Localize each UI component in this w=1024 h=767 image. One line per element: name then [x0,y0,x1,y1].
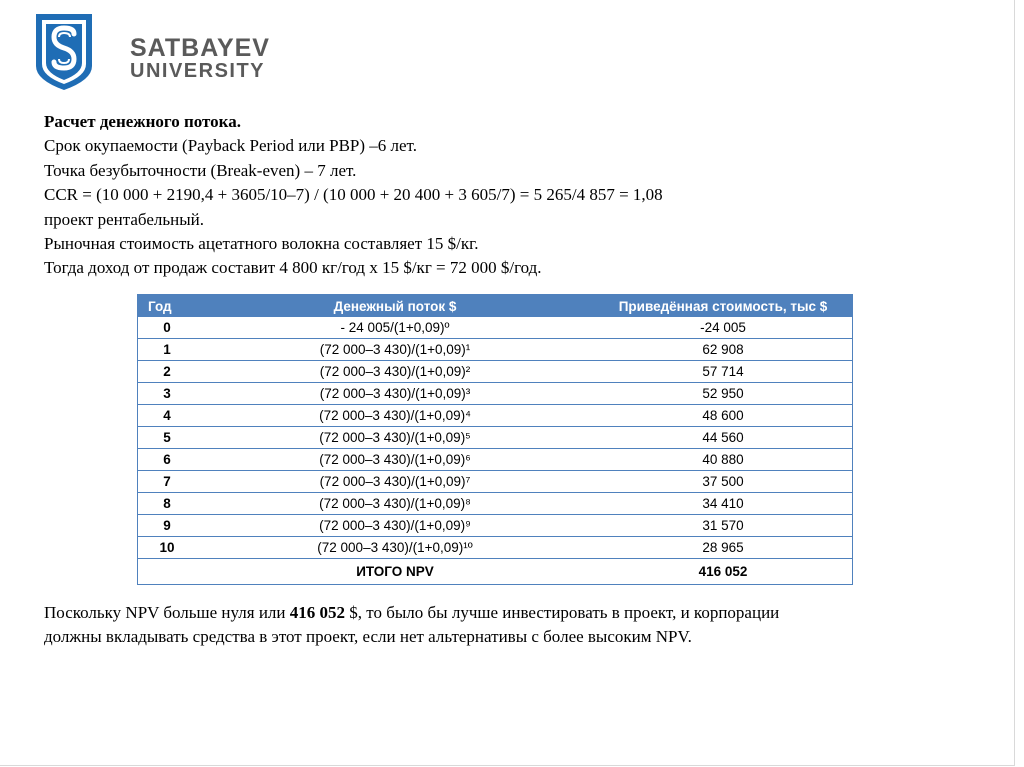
year-cell: 1 [138,339,197,361]
present-value-cell: 31 570 [594,515,853,537]
intro-line: Рыночная стоимость ацетатного волокна составляет 15 $/кг. [44,234,479,254]
cash-flow-cell: (72 000–3 430)/(1+0,09)⁷ [196,471,594,493]
year-cell: 4 [138,405,197,427]
university-emblem-icon [32,8,96,92]
year-cell: 3 [138,383,197,405]
intro-line: Точка безубыточности (Break-even) – 7 лет. [44,160,357,180]
year-cell: 5 [138,427,197,449]
logo-subtitle: UNIVERSITY [130,60,266,82]
cash-flow-cell: (72 000–3 430)/(1+0,09)¹º [196,537,594,559]
present-value-cell: 52 950 [594,383,853,405]
year-cell: 8 [138,493,197,515]
cash-flow-cell: - 24 005/(1+0,09)º [196,317,594,339]
intro-line: проект рентабельный. [44,209,204,229]
year-cell: 6 [138,449,197,471]
table-row [138,449,853,471]
year-cell: 9 [138,515,197,537]
cash-flow-cell: (72 000–3 430)/(1+0,09)⁹ [196,515,594,537]
cash-flow-cell: (72 000–3 430)/(1+0,09)³ [196,383,594,405]
present-value-cell: 57 714 [594,361,853,383]
table-row [138,361,853,383]
intro-line: CCR = (10 000 + 2190,4 + 3605/10–7) / (10 000 + 20 400 + 3 605/7) = 5 265/4 857 = 1,08 [44,185,663,205]
table-row [138,471,853,493]
conclusion-line-2: должны вкладывать средства в этот проект, если нет альтернативы с более высоким NPV. [44,627,692,647]
year-cell: 10 [138,537,197,559]
present-value-cell: 37 500 [594,471,853,493]
table-row [138,405,853,427]
table-row [138,339,853,361]
table-total-row [138,559,853,585]
header-year: Год [138,295,197,318]
year-cell: 0 [138,317,197,339]
conclusion-part-2: $, то было бы лучше инвестировать в проект, и корпорации [345,603,780,622]
table-row [138,493,853,515]
cash-flow-cell: (72 000–3 430)/(1+0,09)⁴ [196,405,594,427]
table-row [138,515,853,537]
header-cash-flow: Денежный поток $ [196,295,594,318]
cash-flow-table [137,294,853,585]
year-cell: 7 [138,471,197,493]
intro-line: Срок окупаемости (Payback Period или PBP) –6 лет. [44,136,417,156]
conclusion-line-1 [44,601,984,625]
conclusion-part-1: Поскольку NPV больше нуля или [44,603,290,622]
cash-flow-cell: (72 000–3 430)/(1+0,09)⁶ [196,449,594,471]
table-row [138,383,853,405]
present-value-cell: 40 880 [594,449,853,471]
table-row [138,317,853,339]
intro-text [44,110,984,281]
present-value-cell: 34 410 [594,493,853,515]
intro-line: Тогда доход от продаж составит 4 800 кг/год х 15 $/кг = 72 000 $/год. [44,258,542,278]
total-value: 416 052 [698,564,748,579]
header-present-value: Приведённая стоимость, тыс $ [594,295,853,318]
table-header-row [138,295,853,318]
table-row [138,427,853,449]
intro-heading: Расчет денежного потока. [44,112,241,131]
university-logo [32,8,270,96]
total-label: ИТОГО NPV [356,564,434,579]
present-value-cell: 28 965 [594,537,853,559]
conclusion-text [44,601,984,650]
present-value-cell: 44 560 [594,427,853,449]
cash-flow-cell: (72 000–3 430)/(1+0,09)¹ [196,339,594,361]
total-spacer-cell [138,559,197,585]
logo-title: SATBAYEV [130,34,270,62]
table-row [138,537,853,559]
present-value-cell: 48 600 [594,405,853,427]
cash-flow-cell: (72 000–3 430)/(1+0,09)⁵ [196,427,594,449]
cash-flow-cell: (72 000–3 430)/(1+0,09)² [196,361,594,383]
cash-flow-cell: (72 000–3 430)/(1+0,09)⁸ [196,493,594,515]
present-value-cell: 62 908 [594,339,853,361]
present-value-cell: -24 005 [594,317,853,339]
year-cell: 2 [138,361,197,383]
npv-highlight: 416 052 [289,603,346,622]
